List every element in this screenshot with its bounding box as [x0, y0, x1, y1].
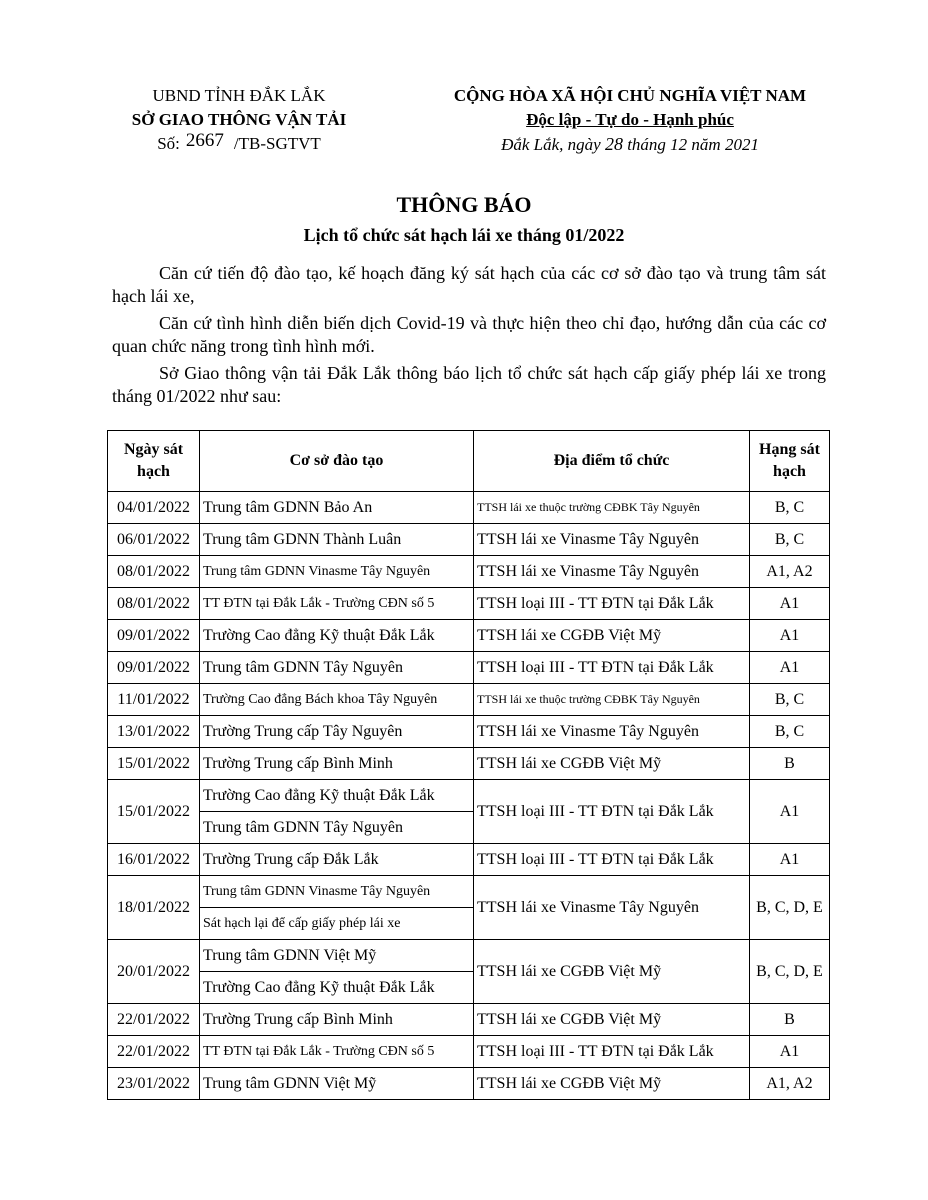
header-school: Cơ sở đào tạo: [200, 431, 474, 492]
table-row: [108, 652, 830, 684]
header-location: Địa điểm tổ chức: [474, 431, 750, 492]
cell-date: 11/01/2022: [108, 684, 200, 716]
table-row: [108, 524, 830, 556]
table-row: [108, 748, 830, 780]
cell-school: Trung tâm GDNN Tây Nguyên: [200, 812, 474, 844]
cell-class: A1: [750, 780, 830, 844]
cell-class: A1: [750, 620, 830, 652]
cell-school: Trường Cao đẳng Kỹ thuật Đắk Lắk: [200, 620, 474, 652]
cell-class: A1: [750, 844, 830, 876]
date-prefix: Đắk Lắk, ngày: [501, 135, 601, 154]
cell-location: TTSH lái xe CGĐB Việt Mỹ: [474, 748, 750, 780]
document-subtitle: Lịch tổ chức sát hạch lái xe tháng 01/2022: [303, 225, 625, 245]
paragraph-3: Sở Giao thông vận tải Đắk Lắk thông báo lịch tổ chức sát hạch cấp giấy phép lái xe trong tháng 01/2022 như sau:: [112, 363, 826, 406]
cell-class: B, C: [750, 492, 830, 524]
cell-date: 15/01/2022: [108, 780, 200, 844]
cell-school: Trường Trung cấp Đắk Lắk: [200, 844, 474, 876]
table-row: [108, 716, 830, 748]
cell-date: 08/01/2022: [108, 556, 200, 588]
table-row: [108, 492, 830, 524]
cell-class: A1, A2: [750, 556, 830, 588]
cell-location: TTSH lái xe CGĐB Việt Mỹ: [474, 940, 750, 1004]
cell-date: 22/01/2022: [108, 1036, 200, 1068]
cell-location: TTSH lái xe CGĐB Việt Mỹ: [474, 620, 750, 652]
cell-location: TTSH lái xe CGĐB Việt Mỹ: [474, 1068, 750, 1100]
cell-date: 04/01/2022: [108, 492, 200, 524]
cell-class: A1, A2: [750, 1068, 830, 1100]
cell-school: Trung tâm GDNN Việt Mỹ: [200, 940, 474, 972]
issue-date: [420, 132, 840, 157]
cell-school: Trường Cao đẳng Bách khoa Tây Nguyên: [200, 684, 474, 716]
cell-date: 20/01/2022: [108, 940, 200, 1004]
table-row: [108, 1036, 830, 1068]
cell-date: 23/01/2022: [108, 1068, 200, 1100]
cell-school: Trường Trung cấp Tây Nguyên: [200, 716, 474, 748]
date-suffix: tháng 12 năm 2021: [627, 135, 759, 154]
cell-class: A1: [750, 652, 830, 684]
cell-school: Trường Trung cấp Bình Minh: [200, 748, 474, 780]
cell-school: TT ĐTN tại Đắk Lắk - Trường CĐN số 5: [200, 588, 474, 620]
cell-location: TTSH loại III - TT ĐTN tại Đắk Lắk: [474, 1036, 750, 1068]
cell-school: Trung tâm GDNN Thành Luân: [200, 524, 474, 556]
cell-school: TT ĐTN tại Đắk Lắk - Trường CĐN số 5: [200, 1036, 474, 1068]
table-header-row: [108, 431, 830, 492]
cell-date: 16/01/2022: [108, 844, 200, 876]
cell-class: B, C, D, E: [750, 876, 830, 940]
schedule-table: [107, 430, 830, 1100]
national-motto: [420, 108, 840, 132]
cell-class: B, C: [750, 524, 830, 556]
cell-date: 22/01/2022: [108, 1004, 200, 1036]
number-suffix: /TB-SGTVT: [233, 134, 321, 153]
table-row: [108, 844, 830, 876]
paragraph-1: Căn cứ tiến độ đào tạo, kế hoạch đăng ký sát hạch của các cơ sở đào tạo và trung tâm sát hạch lái xe,: [112, 263, 826, 306]
cell-class: A1: [750, 1036, 830, 1068]
table-row: [108, 556, 830, 588]
cell-location: TTSH lái xe Vinasme Tây Nguyên: [474, 876, 750, 940]
table-row: [108, 1068, 830, 1100]
table-row: [108, 940, 830, 972]
cell-location: TTSH lái xe thuộc trường CĐBK Tây Nguyên: [474, 684, 750, 716]
cell-location: TTSH lái xe Vinasme Tây Nguyên: [474, 524, 750, 556]
cell-class: A1: [750, 588, 830, 620]
issuer-authority: UBND TỈNH ĐẮK LẮK: [152, 86, 326, 105]
document-number: [106, 132, 372, 156]
cell-date: 15/01/2022: [108, 748, 200, 780]
cell-school: Trung tâm GDNN Việt Mỹ: [200, 1068, 474, 1100]
cell-date: 18/01/2022: [108, 876, 200, 940]
table-row: [108, 1004, 830, 1036]
issuer-header: [106, 84, 372, 156]
cell-school: Trung tâm GDNN Bảo An: [200, 492, 474, 524]
table-row: [108, 588, 830, 620]
paragraph-2: Căn cứ tình hình diễn biến dịch Covid-19 và thực hiện theo chỉ đạo, hướng dẫn của các cơ quan chức năng trong tình hình mới.: [112, 313, 826, 356]
cell-location: TTSH lái xe CGĐB Việt Mỹ: [474, 1004, 750, 1036]
cell-location: TTSH loại III - TT ĐTN tại Đắk Lắk: [474, 588, 750, 620]
document-body: [112, 262, 826, 412]
motto-text: Độc lập - Tự do - Hạnh phúc: [526, 110, 734, 129]
issuer-department: SỞ GIAO THÔNG VẬN TẢI: [131, 110, 347, 129]
table-row: [108, 876, 830, 908]
cell-class: B, C: [750, 684, 830, 716]
cell-school: Trung tâm GDNN Vinasme Tây Nguyên: [200, 556, 474, 588]
national-header: [420, 84, 840, 157]
cell-school: Trường Cao đẳng Kỹ thuật Đắk Lắk: [200, 972, 474, 1004]
cell-school: Trung tâm GDNN Vinasme Tây Nguyên: [200, 876, 474, 908]
header-date: Ngày sát hạch: [108, 431, 200, 492]
cell-class: B, C: [750, 716, 830, 748]
cell-location: TTSH lái xe thuộc trường CĐBK Tây Nguyên: [474, 492, 750, 524]
table-row: [108, 780, 830, 812]
cell-class: B: [750, 1004, 830, 1036]
date-day: 28: [604, 134, 623, 154]
document-title: THÔNG BÁO: [396, 192, 532, 217]
cell-school: Trường Cao đẳng Kỹ thuật Đắk Lắk: [200, 780, 474, 812]
cell-location: TTSH lái xe Vinasme Tây Nguyên: [474, 556, 750, 588]
cell-location: TTSH lái xe Vinasme Tây Nguyên: [474, 716, 750, 748]
header-class: Hạng sát hạch: [750, 431, 830, 492]
cell-school: Sát hạch lại để cấp giấy phép lái xe: [200, 908, 474, 940]
table-row: [108, 620, 830, 652]
number-prefix: Số:: [157, 134, 180, 153]
cell-school: Trường Trung cấp Bình Minh: [200, 1004, 474, 1036]
cell-date: 09/01/2022: [108, 652, 200, 684]
cell-date: 06/01/2022: [108, 524, 200, 556]
cell-school: Trung tâm GDNN Tây Nguyên: [200, 652, 474, 684]
country-name: CỘNG HÒA XÃ HỘI CHỦ NGHĨA VIỆT NAM: [453, 86, 807, 105]
cell-location: TTSH loại III - TT ĐTN tại Đắk Lắk: [474, 780, 750, 844]
table-row: [108, 684, 830, 716]
number-value: 2667: [185, 130, 224, 151]
cell-class: B: [750, 748, 830, 780]
cell-date: 08/01/2022: [108, 588, 200, 620]
cell-class: B, C, D, E: [750, 940, 830, 1004]
cell-date: 13/01/2022: [108, 716, 200, 748]
cell-location: TTSH loại III - TT ĐTN tại Đắk Lắk: [474, 844, 750, 876]
cell-location: TTSH loại III - TT ĐTN tại Đắk Lắk: [474, 652, 750, 684]
cell-date: 09/01/2022: [108, 620, 200, 652]
